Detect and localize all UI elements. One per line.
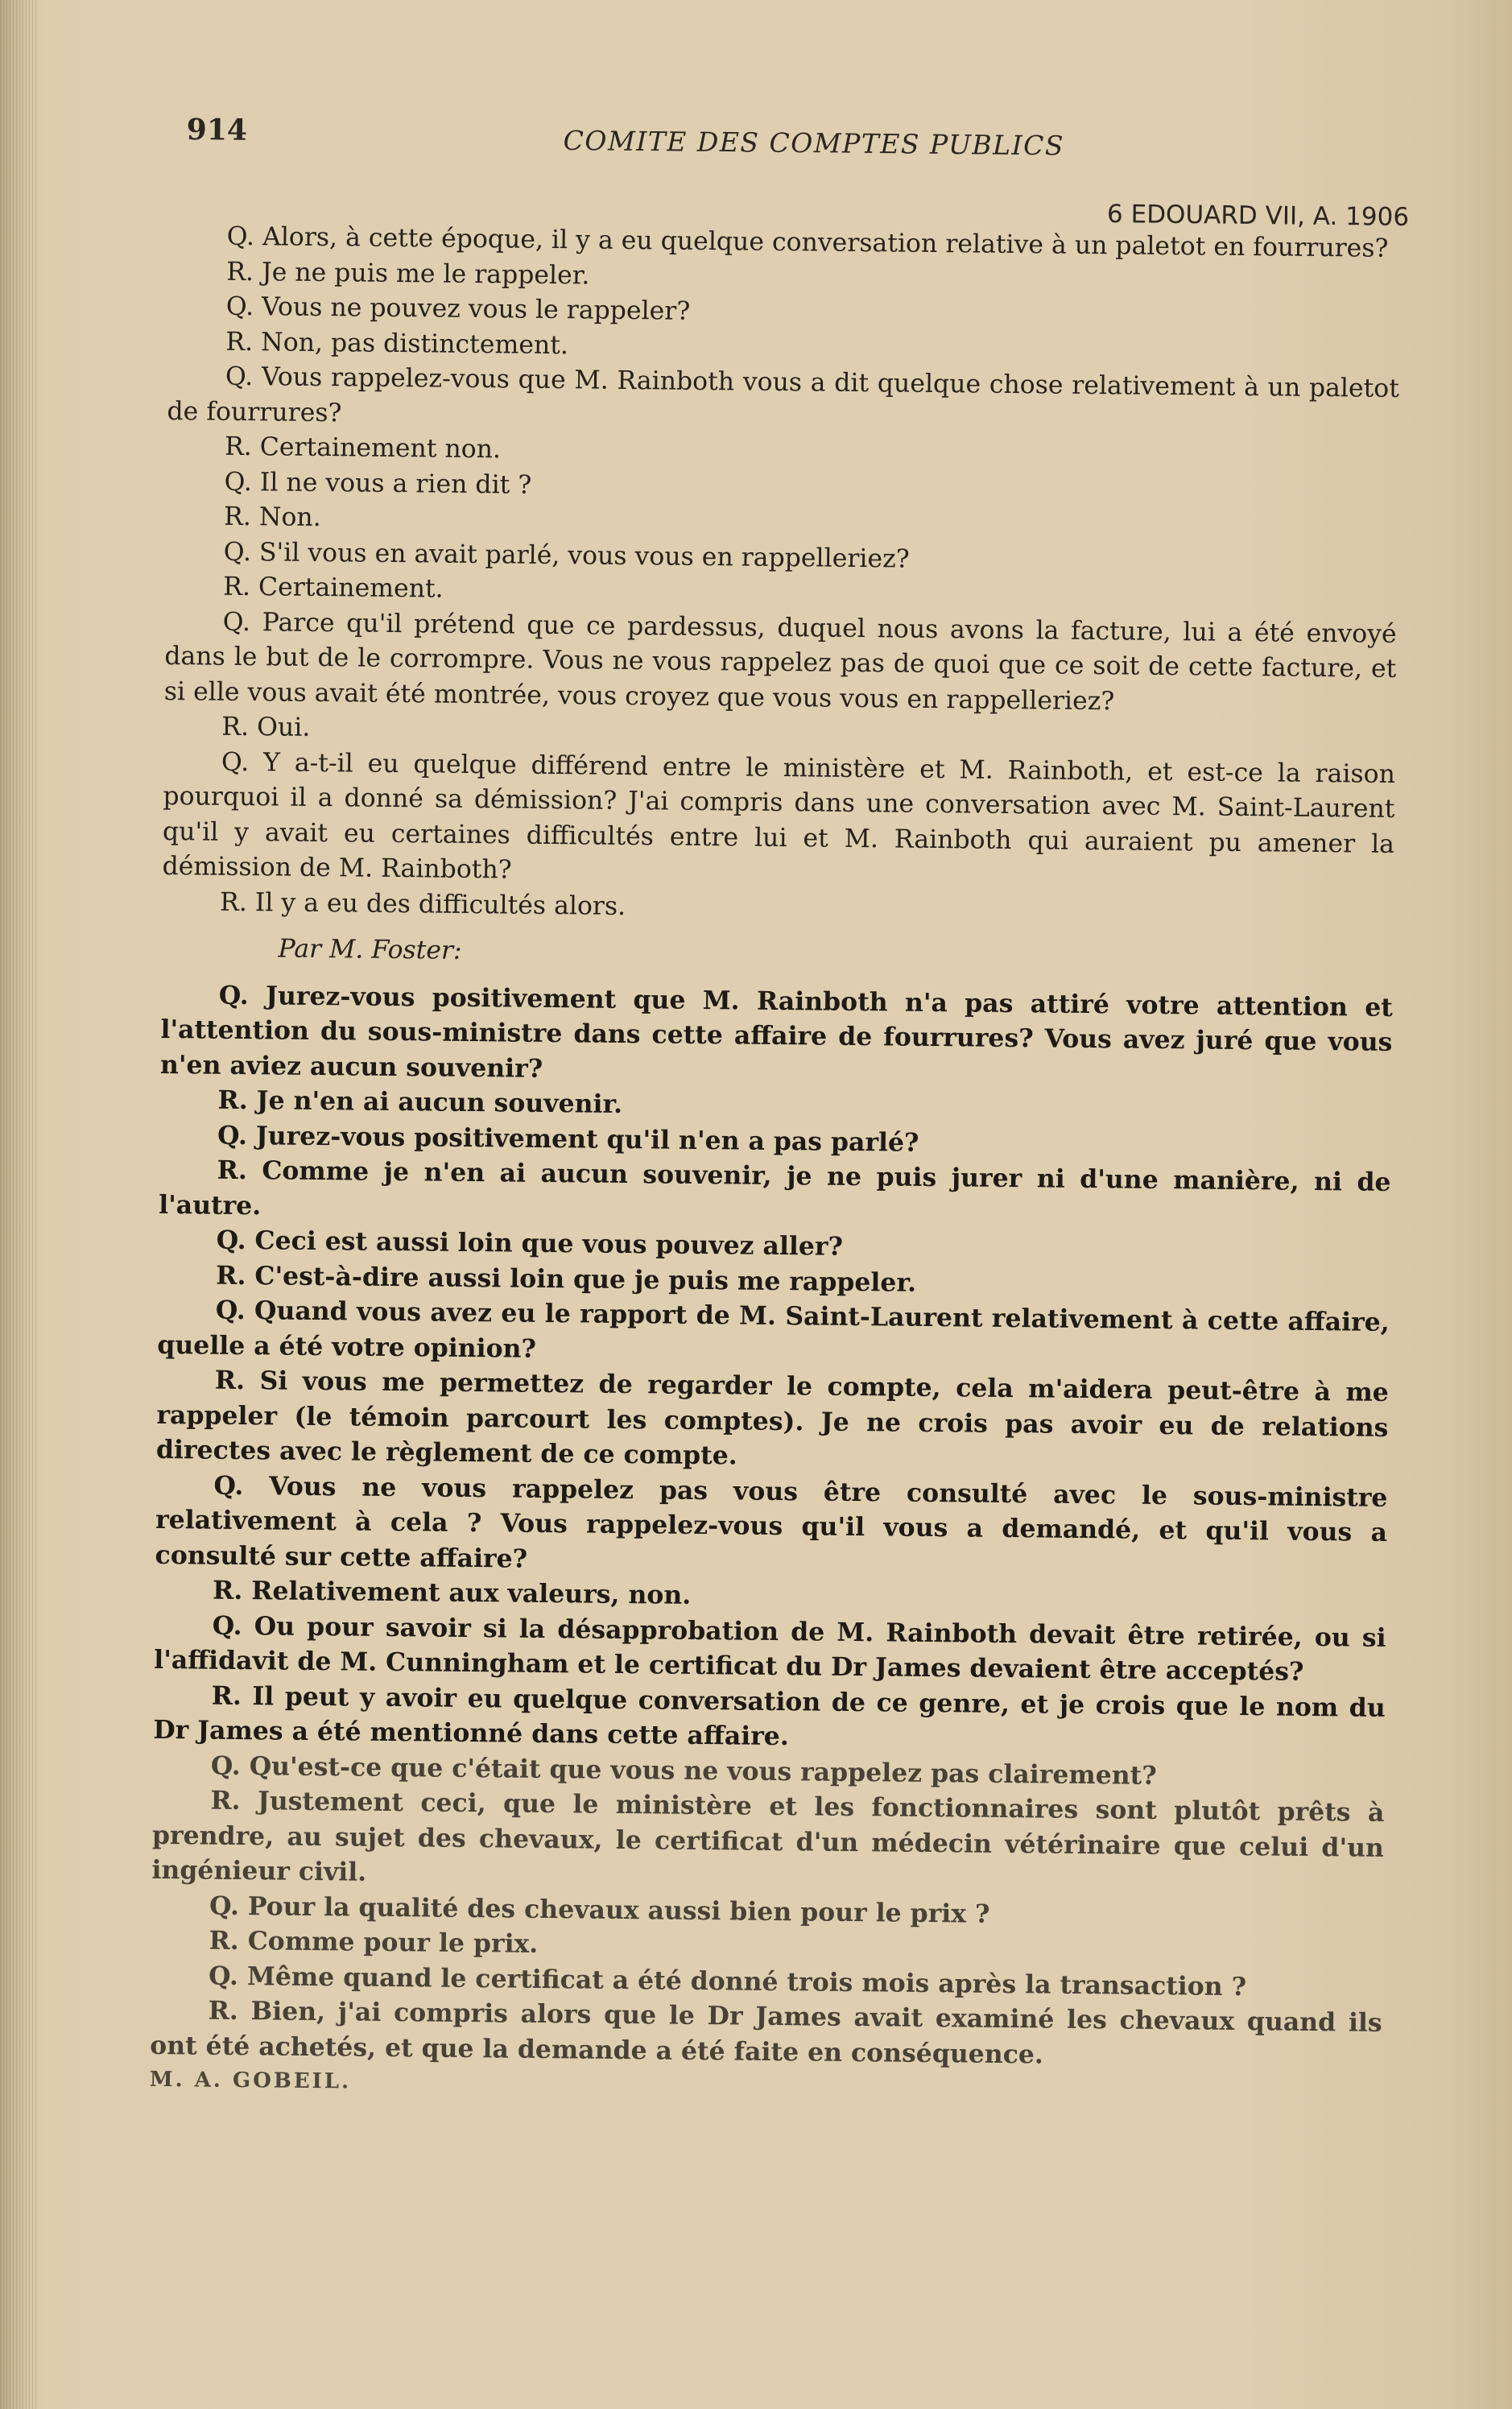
- paragraph: R. Bien, j'ai compris alors que le Dr James avait examiné les chevaux quand ils ont été achetés, et que la demande a été faite en conséquence.: [150, 1995, 1382, 2069]
- edition-line: 6 EDOUARD VII, A. 1906: [1106, 200, 1410, 232]
- paragraph: Q. Pour la qualité des chevaux aussi bien pour le prix ?: [209, 1890, 990, 1929]
- paragraph: Q. Ou pour savoir si la désapprobation de M. Rainboth devait être retirée, ou si l'affidavit de M. Cunningham et le certificat du Dr James devaient être acceptés?: [154, 1610, 1386, 1687]
- paragraph: Q. Parce qu'il prétend que ce pardessus, duquel nous avons la facture, lui a été envoyé dans le but de le corrompre. Vous ne vous rappelez pas de quoi que ce soit de cette facture, et si elle vous avait été montrée, vous croyez que vous vous en rappelleriez?: [163, 607, 1397, 716]
- speaker-heading: Par M. Foster:: [278, 934, 462, 965]
- paragraph: Q. Ceci est aussi loin que vous pouvez aller?: [216, 1225, 844, 1262]
- paragraph: R. Je n'en ai aucun souvenir.: [217, 1085, 623, 1119]
- paragraph: R. Si vous me permettez de regarder le compte, cela m'aidera peut-être à me rappeler (le témoin parcourt les comptes). Je ne crois pas avoir eu de relations directes avec le règlement de ce compte.: [155, 1365, 1390, 1471]
- paragraph: R. Relativement aux valeurs, non.: [212, 1575, 692, 1610]
- paragraph: Q. Quand vous avez eu le rapport de M. Saint-Laurent relativement à cette affaire, quelle a été votre opinion?: [157, 1295, 1390, 1364]
- paragraph: R. Il y a eu des difficultés alors.: [219, 887, 626, 921]
- paragraph: Q. Vous ne pouvez vous le rappeler?: [225, 291, 691, 326]
- paragraph: R. Justement ceci, que le ministère et les fonctionnaires sont plutôt prêts à prendre, au sujet des chevaux, le certificat d'un médecin vétérinaire que celui d'un ingénieur civil.: [151, 1785, 1385, 1887]
- page-number: 914: [186, 113, 248, 147]
- paragraph: Q. Y a-t-il eu quelque différend entre le ministère et M. Rainboth, et est-ce la raison pourquoi il a donné sa démission? J'ai compris dans une conversation avec M. Saint-Laurent qu'il y avait eu certaines difficultés entre lui et M. Rainboth qui auraient pu amener la démission de M. Rainboth?: [162, 747, 1396, 885]
- paragraph: Q. Jurez-vous positivement qu'il n'en a pas parlé?: [217, 1120, 919, 1158]
- paragraph: Q. Vous ne vous rappelez pas vous être consulté avec le sous-ministre relativement à cela ? Vous rappelez-vous qu'il vous a demandé, et qu'il vous a consulté sur cette affaire?: [155, 1470, 1388, 1574]
- paragraph: R. Comme pour le prix.: [209, 1925, 539, 1959]
- paragraph: R. Certainement non.: [224, 432, 502, 465]
- body-text: [150, 219, 1401, 2110]
- paragraph: R. Non.: [223, 502, 321, 532]
- paragraph: R. Oui.: [221, 712, 311, 742]
- paragraph: Q. Qu'est-ce que c'était que vous ne vous rappelez pas clairement?: [210, 1750, 1157, 1791]
- paragraph: R. Comme je n'en ai aucun souvenir, je ne puis jurer ni d'une manière, ni de l'autre.: [158, 1155, 1391, 1221]
- page-header: [186, 113, 1378, 173]
- paragraph: Q. Jurez-vous positivement que M. Rainboth n'a pas attiré votre attention et l'attention du sous-ministre dans cette affaire de fourrures? Vous avez juré que vous n'en aviez aucun souvenir?: [159, 980, 1394, 1084]
- paragraph: Q. Alors, à cette époque, il y a eu quelque conversation relative à un paletot en fourrures?: [226, 221, 1389, 263]
- paragraph: R. Je ne puis me le rappeler.: [226, 257, 590, 290]
- paragraph: Q. Il ne vous a rien dit ?: [224, 467, 532, 500]
- paragraph: Q. Même quand le certificat a été donné trois mois après la transaction ?: [208, 1961, 1247, 2002]
- page-edge-shadow: [0, 0, 36, 2409]
- paragraph: R. Certainement.: [223, 572, 444, 604]
- paragraph: R. C'est-à-dire aussi loin que je puis me rappeler.: [216, 1260, 917, 1298]
- paragraph: R. Il peut y avoir eu quelque conversation de ce genre, et je crois que le nom du Dr James a été mentionné dans cette affaire.: [153, 1680, 1386, 1752]
- signature: M. A. GOBEIL.: [149, 2067, 352, 2094]
- paragraph: R. Non, pas distinctement.: [225, 327, 569, 360]
- paragraph: Q. Vous rappelez-vous que M. Rainboth vous a dit quelque chose relativement à un paletot de fourrures?: [167, 362, 1400, 428]
- paragraph: Q. S'il vous en avait parlé, vous vous en rappelleriez?: [223, 537, 910, 574]
- running-title: COMITE DES COMPTES PUBLICS: [563, 124, 1065, 162]
